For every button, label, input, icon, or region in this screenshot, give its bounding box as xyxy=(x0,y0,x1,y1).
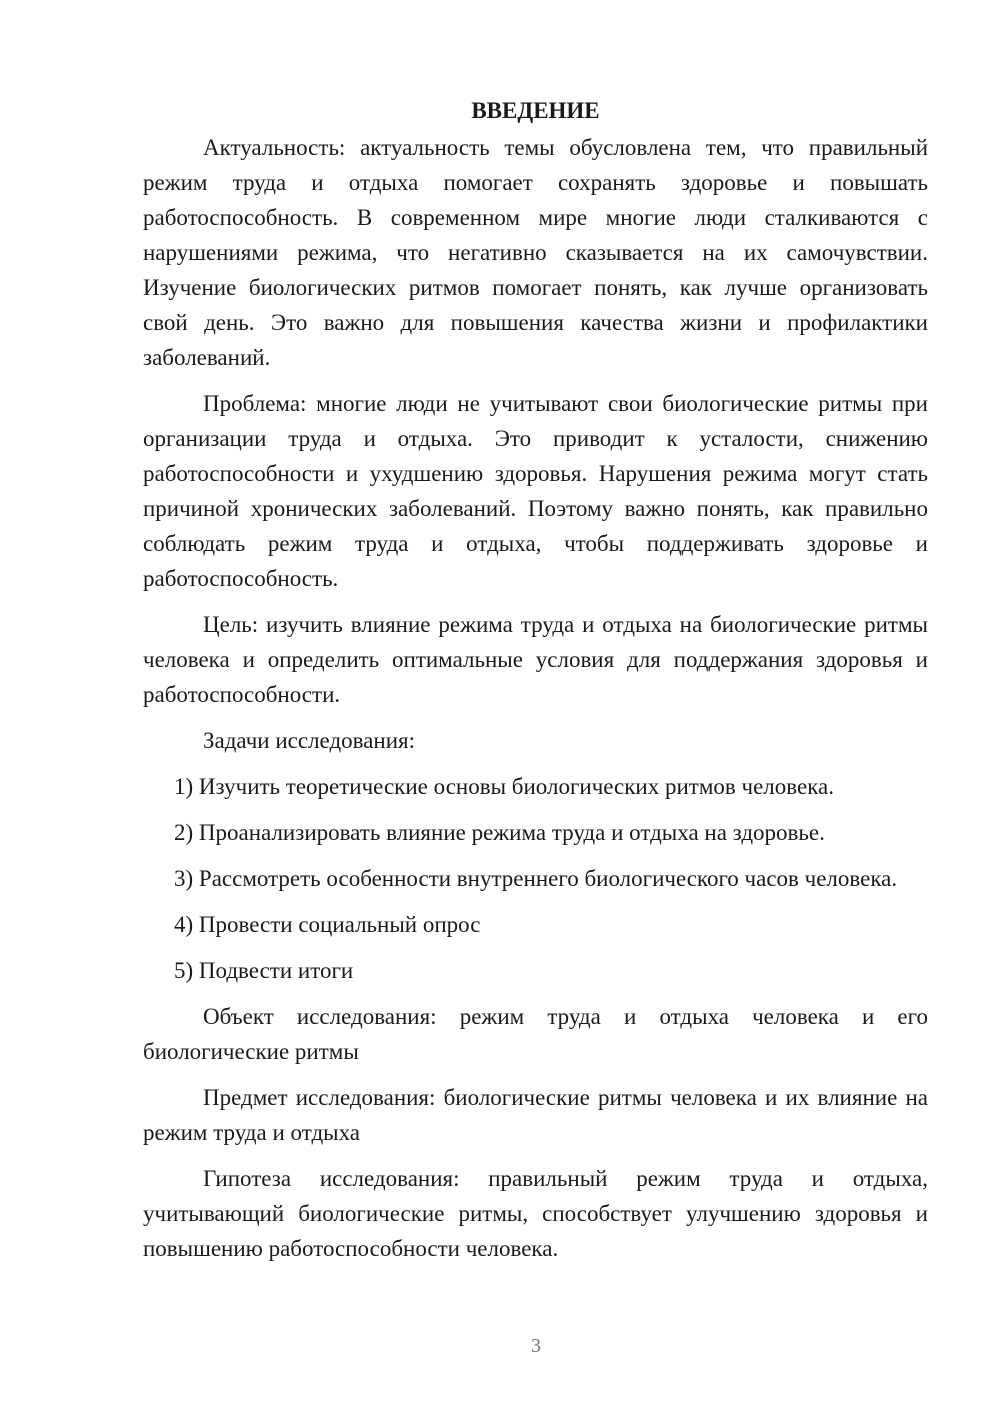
page-title: ВВЕДЕНИЕ xyxy=(471,98,600,123)
subject-paragraph: Предмет исследования: биологические ритмы человека и их влияние на режим труда и отдыха xyxy=(143,1085,928,1145)
page-content xyxy=(143,93,928,1277)
object-paragraph: Объект исследования: режим труда и отдыха человека и его биологические ритмы xyxy=(143,1004,928,1064)
task-item-4: 4) Провести социальный опрос xyxy=(174,912,481,937)
task-item-5: 5) Подвести итоги xyxy=(174,958,354,983)
tasks-heading: Задачи исследования: xyxy=(203,728,416,753)
task-item-2: 2) Проанализировать влияние режима труда и отдыха на здоровье. xyxy=(174,820,825,845)
relevance-paragraph: Актуальность: актуальность темы обусловлена тем, что правильный режим труда и отдыха помогает сохранять здоровье и повышать работоспособность. В современном мире многие люди сталкиваются с нарушениями режима, что негативно сказывается на их самочувствии. Изучение биологических ритмов помогает понять, как лучше организовать свой день. Это важно для повышения качества жизни и профилактики заболеваний. xyxy=(143,135,928,370)
task-item-1: 1) Изучить теоретические основы биологических ритмов человека. xyxy=(174,774,834,799)
hypothesis-paragraph: Гипотеза исследования: правильный режим труда и отдыха, учитывающий биологические ритмы, способствует улучшению здоровья и повышению работоспособности человека. xyxy=(143,1166,928,1261)
page-number: 3 xyxy=(531,1335,541,1357)
goal-paragraph: Цель: изучить влияние режима труда и отдыха на биологические ритмы человека и определить оптимальные условия для поддержания здоровья и работоспособности. xyxy=(143,612,928,707)
task-item-3: 3) Рассмотреть особенности внутреннего биологического часов человека. xyxy=(174,866,898,891)
problem-paragraph: Проблема: многие люди не учитывают свои биологические ритмы при организации труда и отдыха. Это приводит к усталости, снижению работоспособности и ухудшению здоровья. Нарушения режима могут стать причиной хронических заболеваний. Поэтому важно понять, как правильно соблюдать режим труда и отдыха, чтобы поддерживать здоровье и работоспособность. xyxy=(143,391,928,591)
